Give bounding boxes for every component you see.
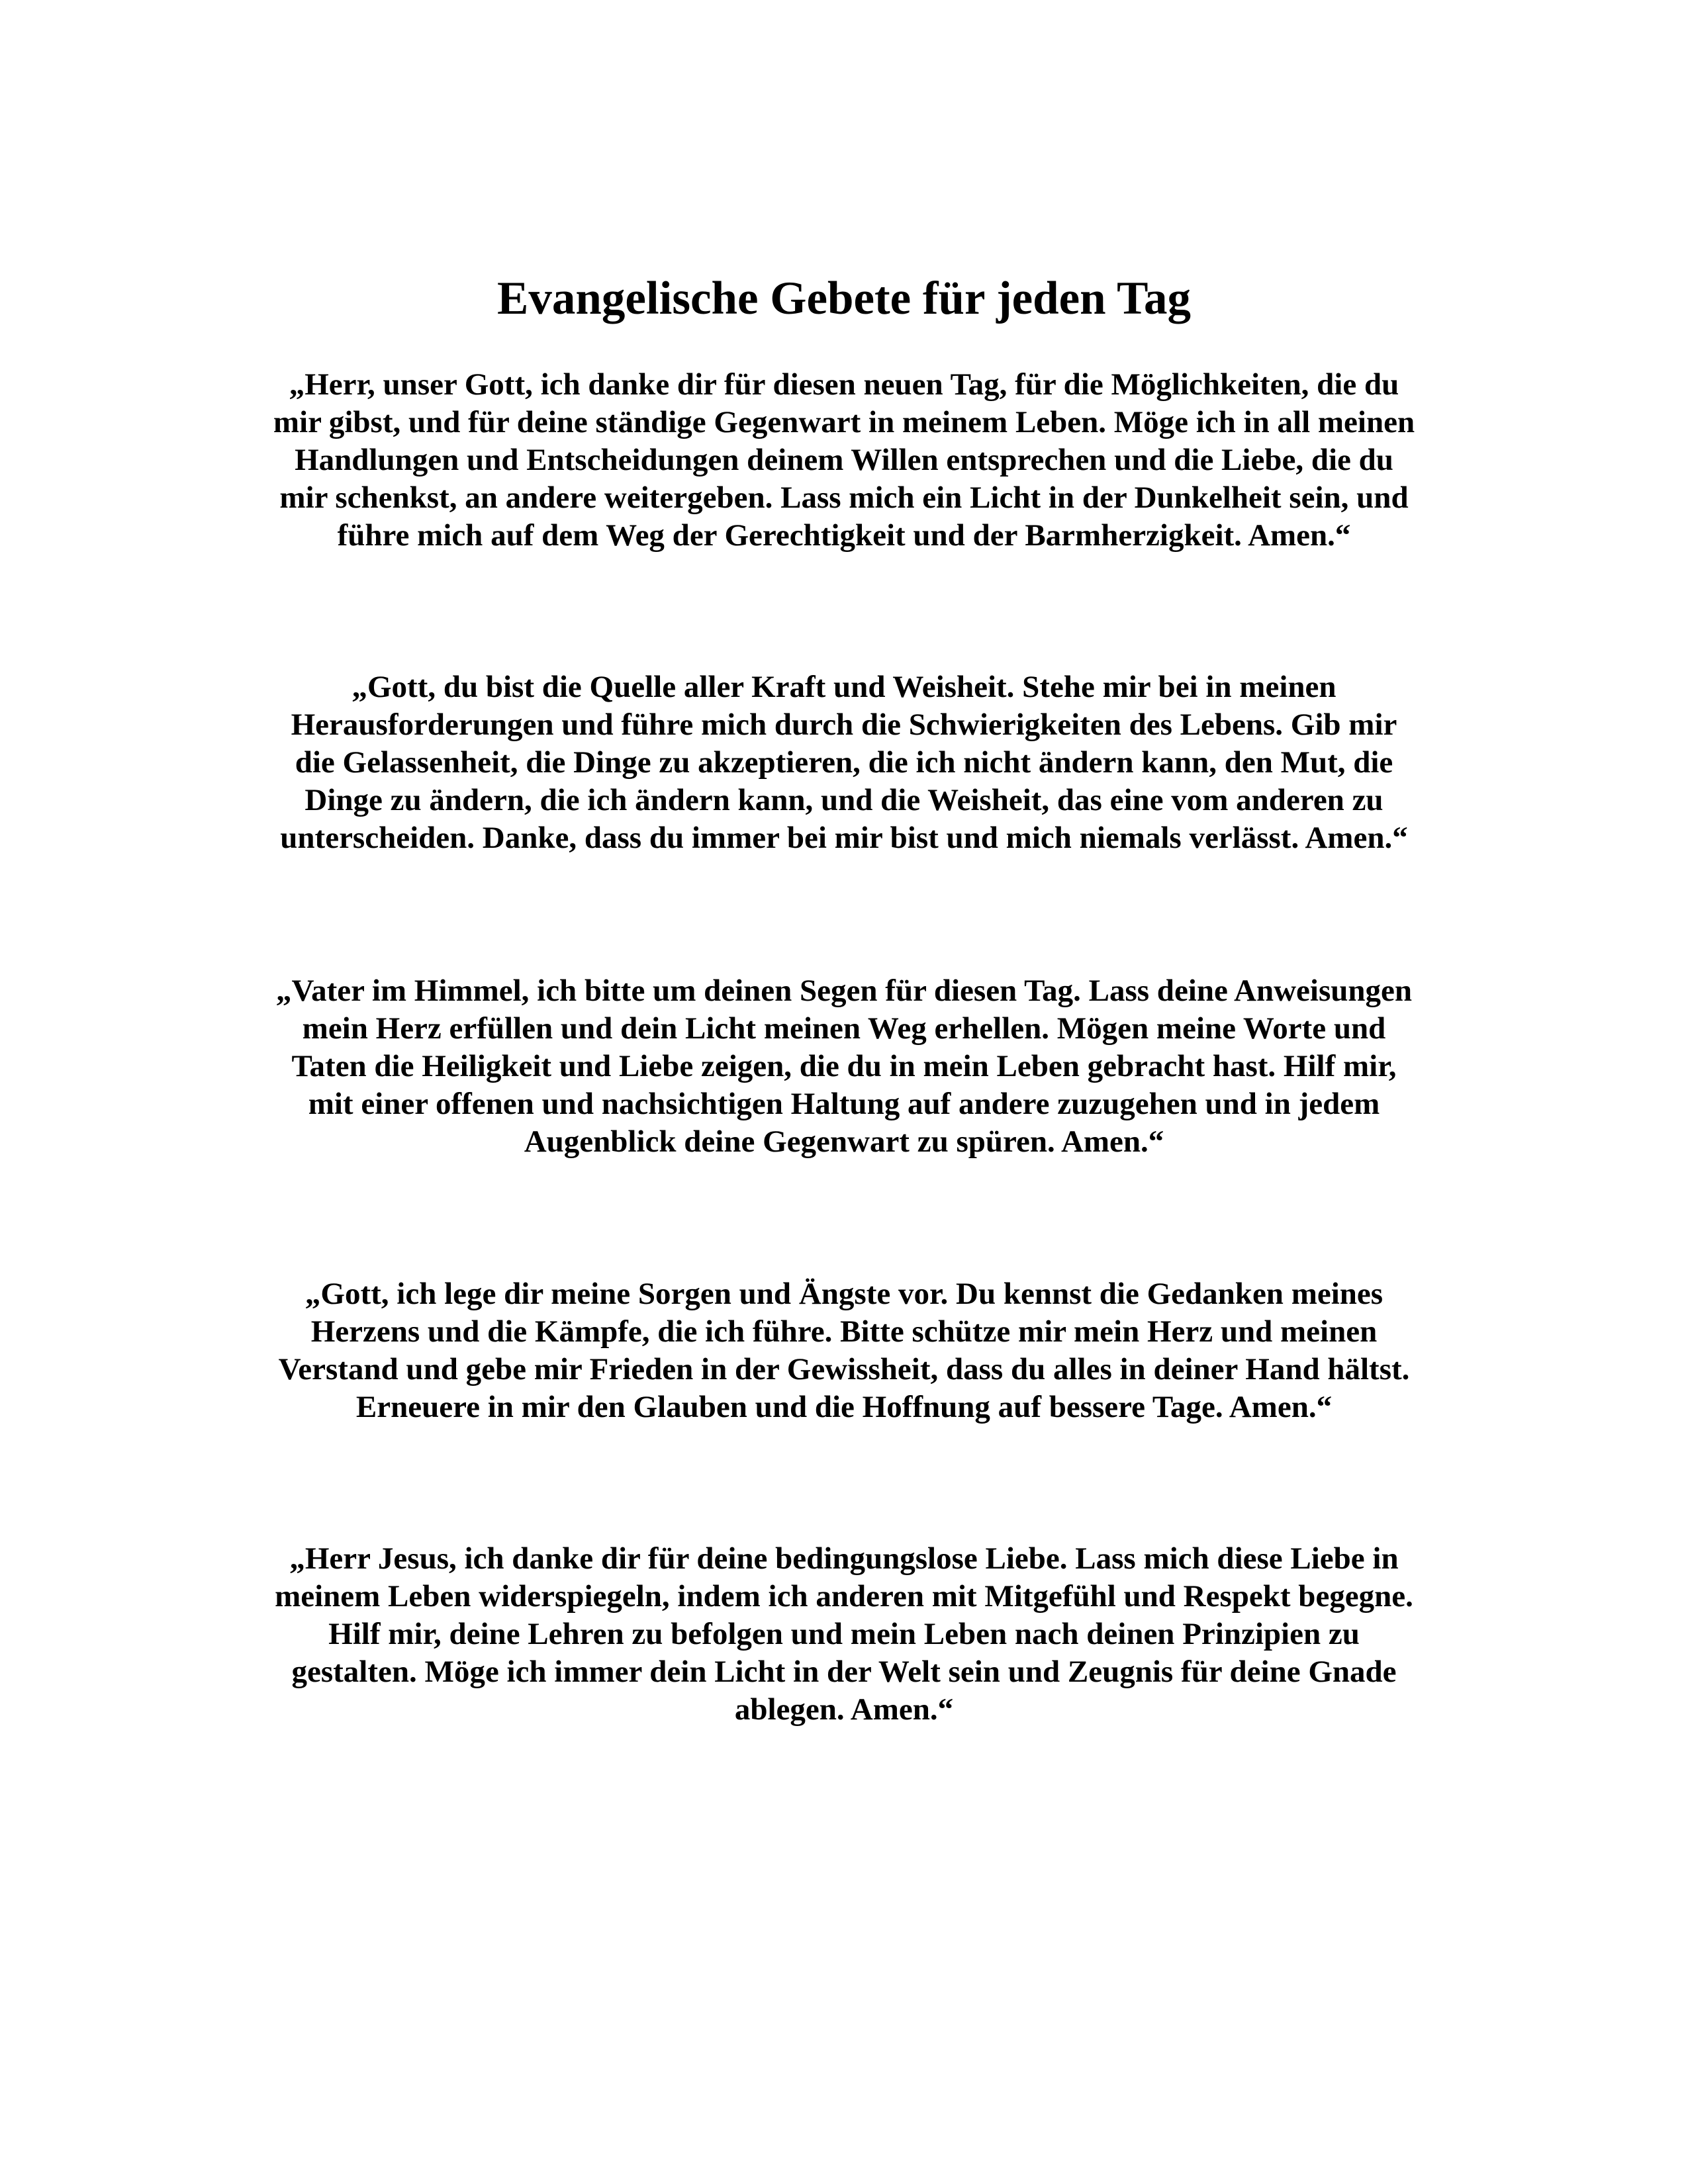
prayer-line: „Herr, unser Gott, ich danke dir für diesen neuen Tag, für die Möglichkeiten, die du bbox=[289, 367, 1399, 402]
prayer-line: Herzens und die Kämpfe, die ich führe. Bitte schütze mir mein Herz und meinen bbox=[310, 1314, 1378, 1349]
prayer-line: „Herr Jesus, ich danke dir für deine bedingungslose Liebe. Lass mich diese Liebe in bbox=[289, 1541, 1399, 1576]
prayer-paragraph bbox=[182, 972, 1506, 1161]
prayer-line: Hilf mir, deine Lehren zu befolgen und mein Leben nach deinen Prinzipien zu bbox=[328, 1617, 1360, 1651]
prayer-line: ablegen. Amen.“ bbox=[734, 1692, 954, 1727]
prayer-line: „Gott, du bist die Quelle aller Kraft und Weisheit. Stehe mir bei in meinen bbox=[352, 670, 1336, 704]
prayer-line: Handlungen und Entscheidungen deinem Willen entsprechen und die Liebe, die du bbox=[295, 443, 1393, 477]
prayer-paragraph bbox=[182, 1275, 1506, 1426]
prayer-line: Taten die Heiligkeit und Liebe zeigen, die du in mein Leben gebracht hast. Hilf mir, bbox=[291, 1049, 1397, 1083]
prayer-paragraph bbox=[182, 1540, 1506, 1729]
prayer-line: Augenblick deine Gegenwart zu spüren. Amen.“ bbox=[524, 1124, 1164, 1159]
prayer-line: mir schenkst, an andere weitergeben. Lass mich ein Licht in der Dunkelheit sein, und bbox=[279, 480, 1409, 515]
prayer-line: Erneuere in mir den Glauben und die Hoffnung auf bessere Tage. Amen.“ bbox=[355, 1390, 1333, 1424]
prayer-line: Dinge zu ändern, die ich ändern kann, und die Weisheit, das eine vom anderen zu bbox=[305, 783, 1383, 817]
prayer-line: unterscheiden. Danke, dass du immer bei mir bist und mich niemals verlässt. Amen.“ bbox=[280, 821, 1408, 855]
prayer-line: meinem Leben widerspiegeln, indem ich anderen mit Mitgefühl und Respekt begegne. bbox=[275, 1579, 1413, 1614]
prayer-paragraph bbox=[182, 668, 1506, 857]
prayer-line: mir gibst, und für deine ständige Gegenwart in meinem Leben. Möge ich in all meinen bbox=[273, 405, 1415, 439]
prayer-line: die Gelassenheit, die Dinge zu akzeptieren, die ich nicht ändern kann, den Mut, die bbox=[295, 745, 1393, 780]
prayer-line: Verstand und gebe mir Frieden in der Gewissheit, dass du alles in deiner Hand hältst. bbox=[278, 1352, 1410, 1387]
prayer-line: Herausforderungen und führe mich durch die Schwierigkeiten des Lebens. Gib mir bbox=[291, 707, 1397, 742]
prayer-line: „Gott, ich lege dir meine Sorgen und Ängste vor. Du kennst die Gedanken meines bbox=[305, 1277, 1383, 1311]
page-title: Evangelische Gebete für jeden Tag bbox=[497, 273, 1191, 324]
prayer-line: führe mich auf dem Weg der Gerechtigkeit und der Barmherzigkeit. Amen.“ bbox=[337, 518, 1351, 553]
prayer-paragraph bbox=[182, 366, 1506, 555]
prayer-line: mein Herz erfüllen und dein Licht meinen Weg erhellen. Mögen meine Worte und bbox=[302, 1011, 1386, 1046]
prayer-line: „Vater im Himmel, ich bitte um deinen Segen für diesen Tag. Lass deine Anweisungen bbox=[275, 974, 1413, 1008]
prayer-line: gestalten. Möge ich immer dein Licht in der Welt sein und Zeugnis für deine Gnade bbox=[291, 1655, 1397, 1689]
prayer-line: mit einer offenen und nachsichtigen Haltung auf andere zuzugehen und in jedem bbox=[308, 1087, 1380, 1121]
